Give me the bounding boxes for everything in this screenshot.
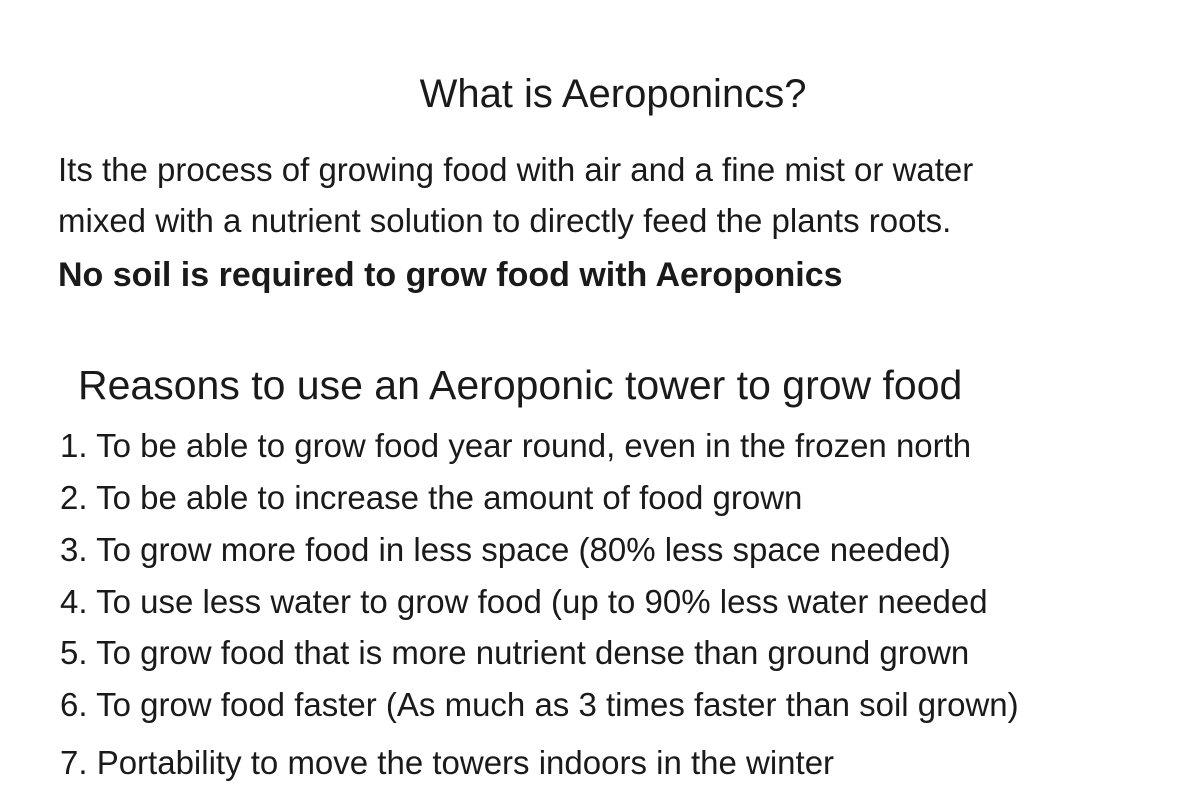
reason-item: 1. To be able to grow food year round, even in the frozen north bbox=[60, 427, 972, 464]
reason-item: 5. To grow food that is more nutrient dense than ground grown bbox=[60, 634, 970, 671]
intro-text-line-1: Its the process of growing food with air and a fine mist or water bbox=[58, 151, 974, 188]
reason-item: 3. To grow more food in less space (80% less space needed) bbox=[60, 531, 951, 568]
page-title: What is Aeroponincs? bbox=[419, 72, 807, 116]
intro-bold-statement: No soil is required to grow food with Aeroponics bbox=[58, 256, 843, 294]
intro-text-line-2: mixed with a nutrient solution to directly feed the plants roots. bbox=[58, 202, 952, 239]
reasons-heading: Reasons to use an Aeroponic tower to grow food bbox=[78, 362, 963, 408]
reason-item: 7. Portability to move the towers indoors in the winter bbox=[60, 744, 835, 781]
reason-item: 2. To be able to increase the amount of food grown bbox=[60, 479, 803, 516]
reason-item: 6. To grow food faster (As much as 3 times faster than soil grown) bbox=[60, 686, 1019, 723]
reason-item: 4. To use less water to grow food (up to 90% less water needed bbox=[60, 583, 988, 620]
